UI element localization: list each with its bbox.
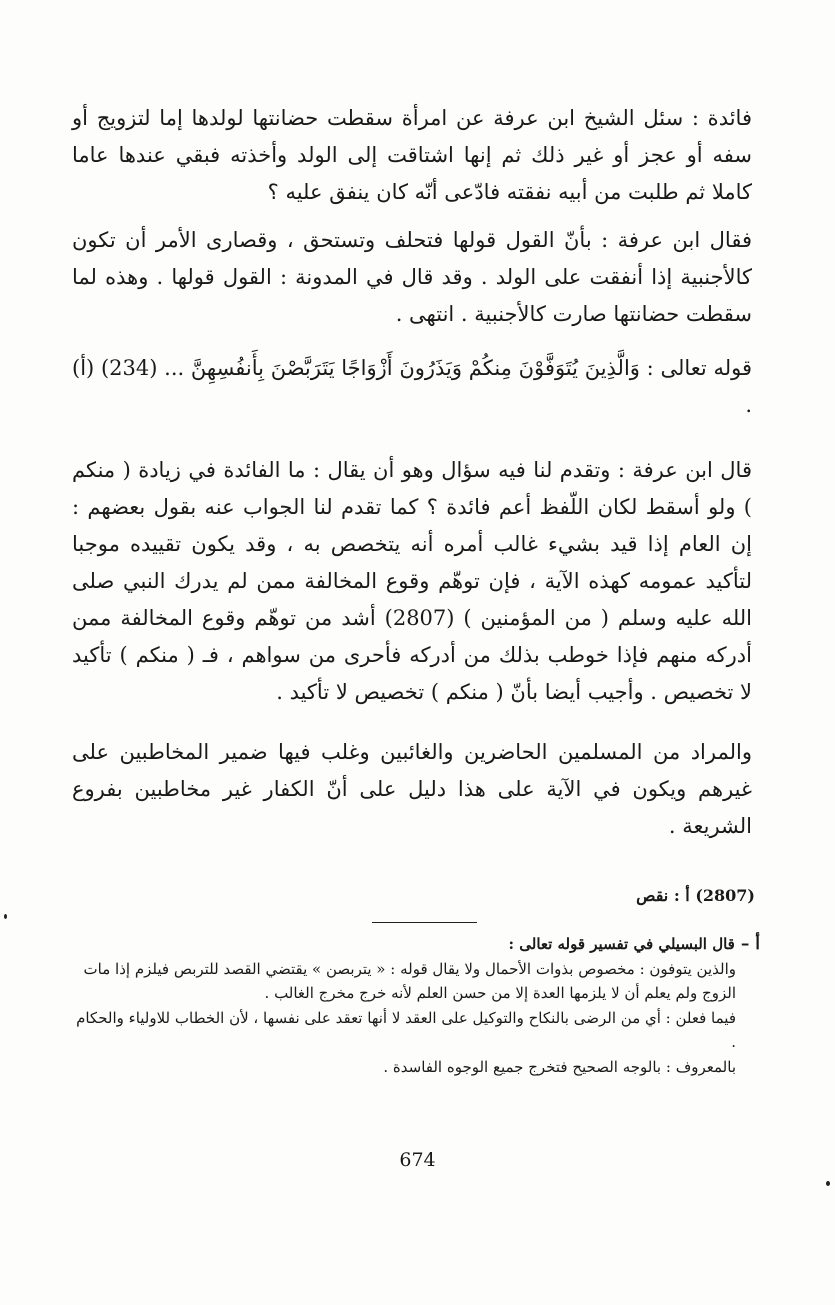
footnote-reference: (2807) أ : نقص	[636, 886, 755, 905]
paragraph-text: قال ابن عرفة : وتقدم لنا فيه سؤال وهو أن يقال : ما الفائدة في زيادة ( منكم ) ولو أسقط لكان اللّفظ أعم فائدة ؟ كما تقدم لنا الجواب عنه بقول بعضهم : إن العام إذا قيد بشيء غالب أمره أنه يتخصص به ، وقد يكون تقييده موجبا لتأكيد عمومه كهذه الآية ، فإن توهّم وقوع المخالفة ممن لم يدرك النبي صلى الله عليه وسلم ( من المؤمنين ) (2807) أشد من توهّم وقوع المخالفة ممن أدركه منهم فإذا خوطب بذلك من أدركه فأحرى من سواهم ، فـ ( منكم ) تأكيد لا تخصيص . وأجيب أيضا بأنّ ( منكم ) تخصيص لا تأكيد .	[72, 458, 753, 704]
scan-speck	[826, 1181, 830, 1186]
paragraph-ibn-arafa-answer	[72, 222, 752, 333]
page-number: 674	[399, 1149, 436, 1171]
paragraph-quran-verse	[72, 350, 752, 424]
footnote-divider	[372, 922, 477, 923]
paragraph-text: فقال ابن عرفة : بأنّ القول قولها فتحلف وتستحق ، وقصارى الأمر أن تكون كالأجنبية إذا أنفقت على الولد . وقد قال في المدونة : القول قولها . وهذه لما سقطت حضانتها صارت كالأجنبية . انتهى .	[72, 228, 752, 326]
paragraph-text: فائدة : سئل الشيخ ابن عرفة عن امرأة سقطت حضانتها لولدها إما لتزويج أو سفه أو عجز أو غير ذلك ثم إنها اشتاقت إلى الولد وأخذته فبقي عندها عاما كاملا ثم طلبت من أبيه نفقته فادّعى أنّه كان ينفق عليه ؟	[72, 106, 752, 204]
footnotes	[72, 932, 760, 1079]
footnote-marker: أ –	[740, 934, 760, 954]
footnote-heading	[72, 932, 760, 957]
footnote-line: والذين يتوفون : مخصوص بذوات الأحمال ولا يقال قوله : « يتربصن » يقتضي القصد للتربص فيلزم إذا مات الزوج ولم يعلم أن لا يلزمها العدة إلا من حسن العلم لأنه خرج مخرج الغالب .	[83, 959, 736, 1002]
scan-speck	[4, 914, 7, 919]
paragraph-commentary	[72, 452, 752, 711]
footnote-line: فيما فعلن : أي من الرضى بالنكاح والتوكيل على العقد لا أنها تعقد على نفسها ، لأن الخطاب للاولياء والحكام .	[76, 1008, 736, 1051]
footnote-line: بالمعروف : بالوجه الصحيح فتخرج جميع الوجوه الفاسدة .	[383, 1057, 736, 1076]
verse-text: قوله تعالى : وَالَّذِينَ يُتَوَفَّوْنَ مِنكُمْ وَيَذَرُونَ أَزْوَاجًا يَتَرَبَّصْنَ بِأَنفُسِهِنَّ ... (234) (أ) .	[72, 356, 752, 417]
footnote-heading-text: قال البسيلي في تفسير قوله تعالى :	[508, 935, 735, 953]
paragraph-conclusion	[72, 734, 752, 845]
paragraph-text: والمراد من المسلمين الحاضرين والغائبين وغلب فيها ضمير المخاطبين على غيرهم ويكون في الآية على هذا دليل على أنّ الكفار غير مخاطبين بفروع الشريعة .	[72, 740, 752, 838]
paragraph-benefit	[72, 100, 752, 211]
